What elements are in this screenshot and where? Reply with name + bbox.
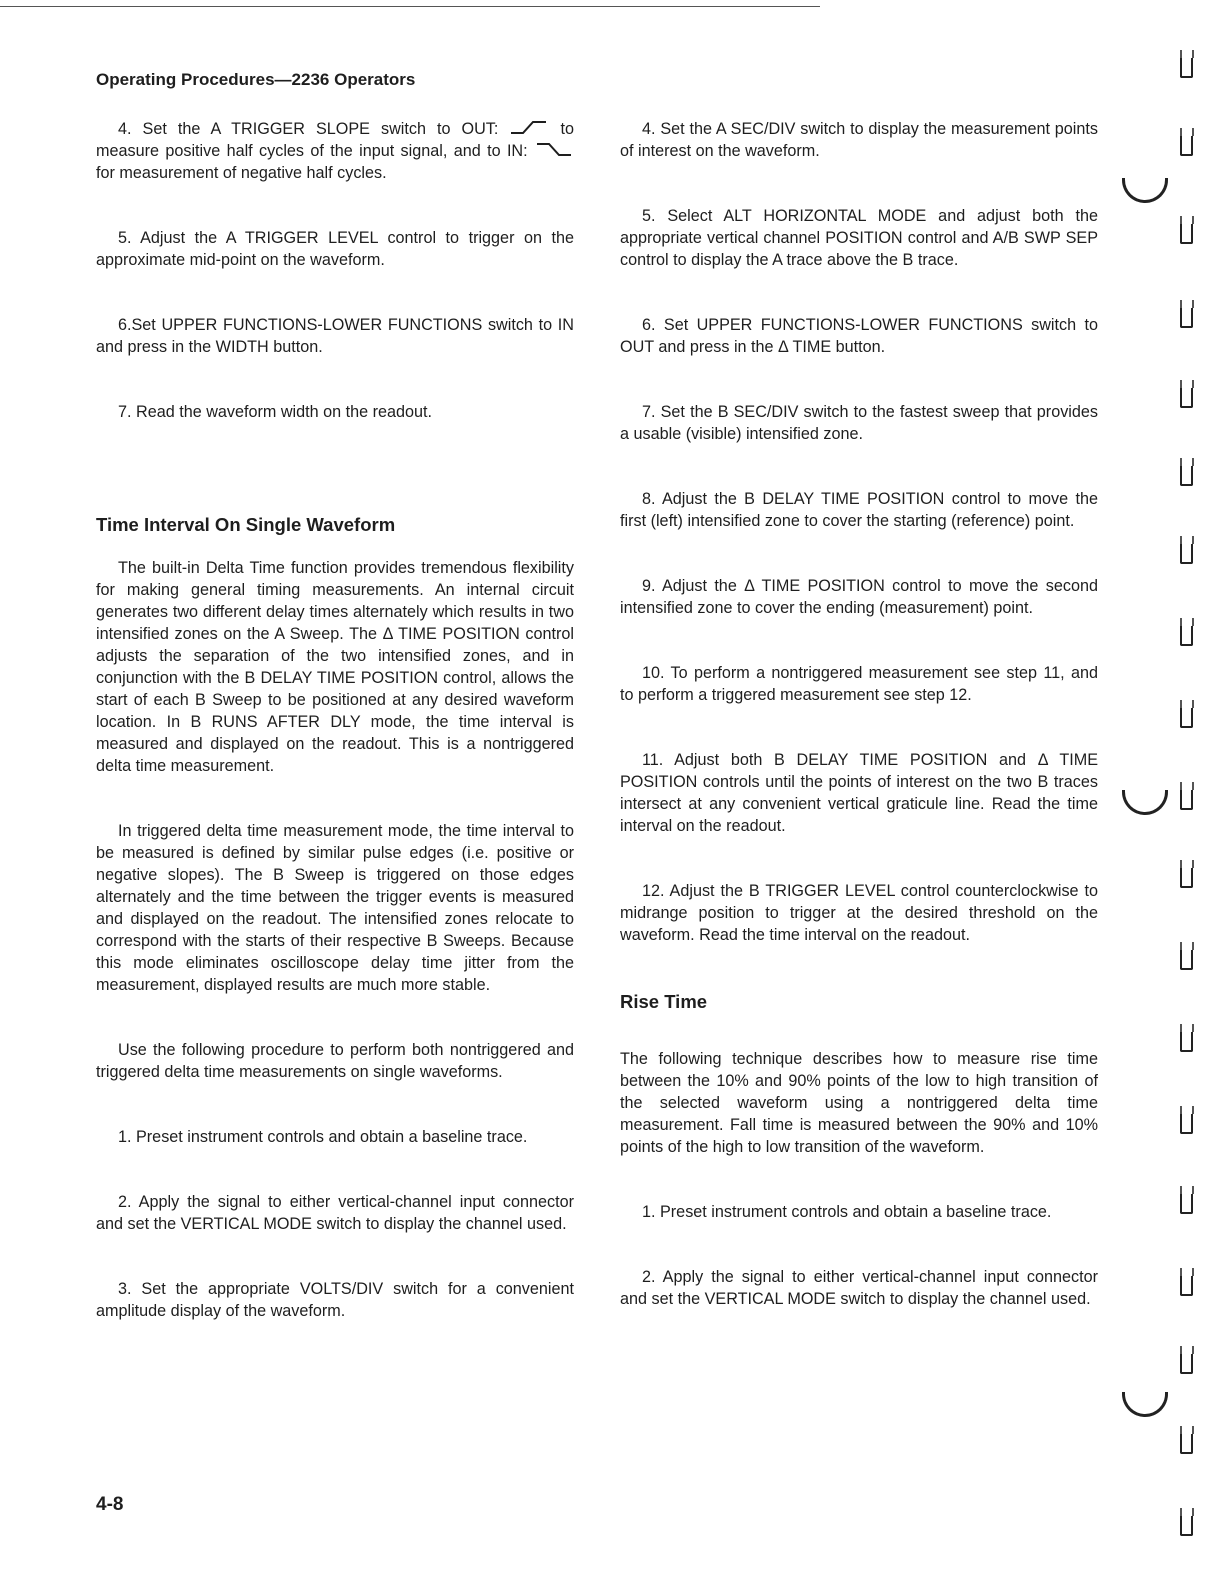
binder-hole bbox=[1180, 950, 1193, 970]
page-header: Operating Procedures—2236 Operators bbox=[96, 70, 416, 89]
procedure-step-2: 2. Apply the signal to either vertical-channel input connector and set the VERTICAL MODE switch to display the channel used. bbox=[96, 1193, 574, 1233]
right-column bbox=[620, 118, 1098, 1353]
binder-hole bbox=[1180, 1434, 1193, 1454]
binder-scoop bbox=[1122, 178, 1168, 203]
left-column bbox=[96, 118, 574, 1365]
binder-hole bbox=[1180, 1516, 1193, 1536]
binder-hole bbox=[1180, 58, 1193, 78]
step-7: 7. Read the waveform width on the readout. bbox=[118, 403, 433, 421]
binder-hole bbox=[1180, 544, 1193, 564]
paragraph-triggered-mode: In triggered delta time measurement mode, the time interval to be measured is defined by similar pulse edges (i.e. positive or negative slopes). The B Sweep is triggered on those edges alternately and the time between the trigger events is measured and displayed on the readout. The intensified zones relocate to correspond with the starts of their respective B Sweeps. Because this mode eliminates oscilloscope delay time jitter from the measurement, displayed results are much more stable. bbox=[96, 822, 574, 994]
binder-hole bbox=[1180, 1032, 1193, 1052]
negative-slope-icon bbox=[534, 141, 574, 157]
right-step-10: 10. To perform a nontriggered measurement see step 11, and to perform a triggered measurement see step 12. bbox=[620, 664, 1098, 704]
binder-scoop bbox=[1122, 1392, 1168, 1417]
rise-step-2: 2. Apply the signal to either vertical-channel input connector and set the VERTICAL MODE switch to display the channel used. bbox=[620, 1268, 1098, 1308]
right-step-5: 5. Select ALT HORIZONTAL MODE and adjust both the appropriate vertical channel POSITION control and A/B SWP SEP control to display the A trace above the B trace. bbox=[620, 207, 1098, 269]
right-step-6: 6. Set UPPER FUNCTIONS-LOWER FUNCTIONS switch to OUT and press in the Δ TIME button. bbox=[620, 316, 1098, 356]
binder-hole bbox=[1180, 1114, 1193, 1134]
step-4-text-c: for measurement of negative half cycles. bbox=[96, 164, 387, 182]
section-title-rise-time: Rise Time bbox=[620, 991, 708, 1012]
section-title-time-interval: Time Interval On Single Waveform bbox=[96, 514, 396, 535]
binder-hole bbox=[1180, 308, 1193, 328]
step-6: 6.Set UPPER FUNCTIONS-LOWER FUNCTIONS switch to IN and press in the WIDTH button. bbox=[96, 316, 574, 356]
right-step-7: 7. Set the B SEC/DIV switch to the fastest sweep that provides a usable (visible) intensified zone. bbox=[620, 403, 1098, 443]
step-4-text-b: to measure positive half cycles of the input signal, and to IN: bbox=[96, 120, 575, 160]
paragraph-procedure-intro: Use the following procedure to perform both nontriggered and triggered delta time measurements on single waveforms. bbox=[96, 1041, 574, 1081]
binder-hole bbox=[1180, 466, 1193, 486]
binder-hole bbox=[1180, 626, 1193, 646]
procedure-step-3: 3. Set the appropriate VOLTS/DIV switch for a convenient amplitude display of the waveform. bbox=[96, 1280, 574, 1320]
right-step-9: 9. Adjust the Δ TIME POSITION control to move the second intensified zone to cover the ending (measurement) point. bbox=[620, 577, 1098, 617]
right-step-12: 12. Adjust the B TRIGGER LEVEL control counterclockwise to midrange position to trigger at the desired threshold on the waveform. Read the time interval on the readout. bbox=[620, 882, 1098, 944]
step-4-trigger-slope bbox=[96, 118, 574, 184]
binder-hole bbox=[1180, 708, 1193, 728]
top-rule bbox=[0, 6, 820, 7]
step-4-text-a: 4. Set the A TRIGGER SLOPE switch to OUT: bbox=[118, 120, 499, 138]
right-step-11: 11. Adjust both B DELAY TIME POSITION and Δ TIME POSITION controls until the points of interest on the two B traces intersect at any convenient vertical graticule line. Read the time interval on the readout. bbox=[620, 751, 1098, 835]
right-step-8: 8. Adjust the B DELAY TIME POSITION control to move the first (left) intensified zone to cover the starting (reference) point. bbox=[620, 490, 1098, 530]
rise-step-1: 1. Preset instrument controls and obtain a baseline trace. bbox=[642, 1203, 1052, 1221]
binder-hole bbox=[1180, 136, 1193, 156]
rise-time-intro: The following technique describes how to measure rise time between the 10% and 90% points of the low to high transition of the selected waveform using a nontriggered delta time measurement. Fall time is measured between the 90% and 10% points of the high to low transition of the waveform. bbox=[620, 1050, 1098, 1156]
binder-hole bbox=[1180, 224, 1193, 244]
positive-slope-icon bbox=[509, 119, 549, 135]
binder-scoop bbox=[1122, 790, 1168, 815]
binder-hole bbox=[1180, 1276, 1193, 1296]
binder-hole bbox=[1180, 868, 1193, 888]
binder-hole bbox=[1180, 388, 1193, 408]
right-step-4: 4. Set the A SEC/DIV switch to display the measurement points of interest on the waveform. bbox=[620, 120, 1098, 160]
step-5: 5. Adjust the A TRIGGER LEVEL control to trigger on the approximate mid-point on the waveform. bbox=[96, 229, 574, 269]
page-number: 4-8 bbox=[96, 1494, 124, 1515]
binder-hole bbox=[1180, 1194, 1193, 1214]
binder-hole bbox=[1180, 790, 1193, 810]
paragraph-delta-time: The built-in Delta Time function provides tremendous flexibility for making general timing measurements. An internal circuit generates two different delay times alternately which results in two intensified zones on the A Sweep. The Δ TIME POSITION control adjusts the separation of the two intensified zones, and in conjunction with the B DELAY TIME POSITION control, allows the start of each B Sweep to be positioned at any desired waveform location. In B RUNS AFTER DLY mode, the time interval is measured and displayed on the readout. This is a nontriggered delta time measurement. bbox=[96, 559, 574, 775]
binder-hole bbox=[1180, 1354, 1193, 1374]
procedure-step-1: 1. Preset instrument controls and obtain a baseline trace. bbox=[118, 1128, 528, 1146]
